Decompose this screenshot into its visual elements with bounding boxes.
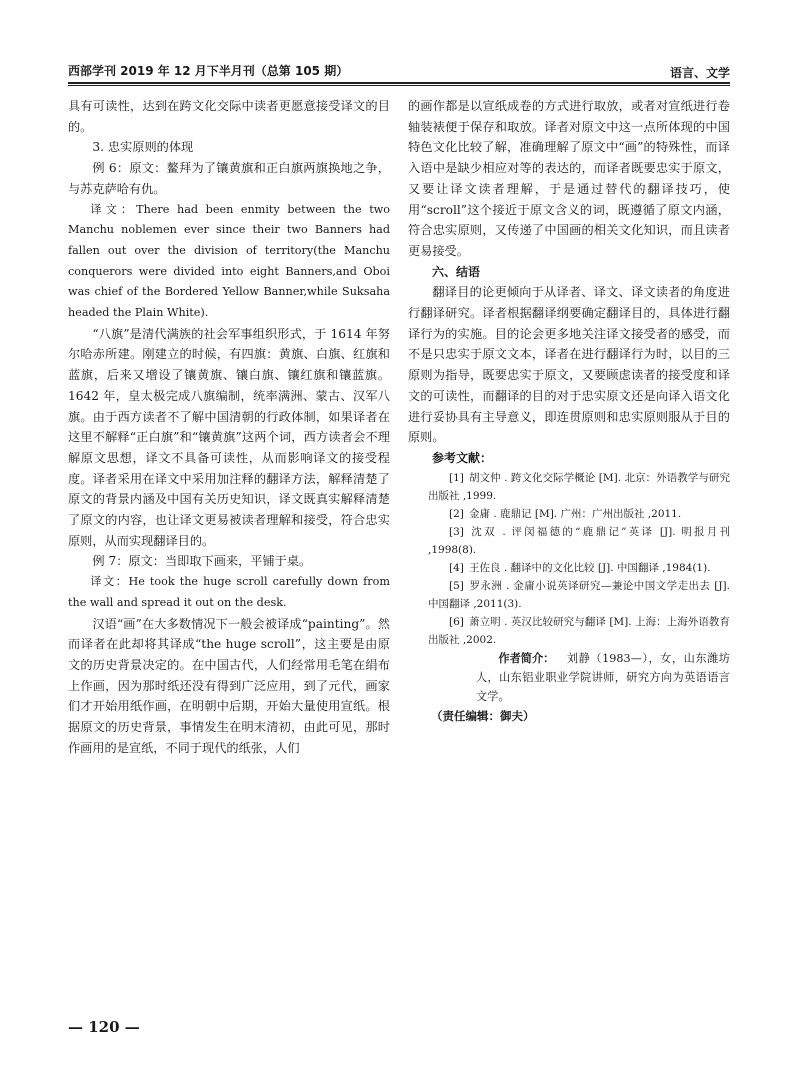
reference-item — [408, 469, 730, 505]
reference-text: 萧立明 . 英汉比较研究与翻译 [M]. 上海：上海外语教育出版社 ,2002. — [428, 615, 730, 646]
reference-number: [2] — [449, 507, 464, 520]
author-bio-label: 作者简介： — [498, 651, 555, 665]
header-rule-thin — [68, 85, 730, 86]
reference-number: [4] — [449, 561, 464, 574]
references-title: 参考文献： — [432, 450, 493, 465]
reference-text: 胡文仲 . 跨文化交际学概论 [M]. 北京：外语教学与研究出版社 ,1999. — [428, 471, 730, 502]
section-heading: 六、结语 — [432, 264, 481, 279]
reference-number: [3] — [449, 525, 464, 538]
reference-text: 王佐良 . 翻译中的文化比较 [J]. 中国翻译 ,1984(1). — [469, 561, 711, 574]
editor-credit: （责任编辑：御夫） — [431, 708, 535, 723]
references-list — [408, 469, 730, 649]
paragraph: 的画作都是以宣纸成卷的方式进行取放，或者对宣纸进行卷轴装裱便于保存和取放。译者对原文中这一点所体现的中国特色文化比较了解，准确理解了原文中“画”的特殊性，而译入语中是缺少相应对等的表达的，而译者既要忠实于原文，又要让译文读者理解，于是通过替代的翻译技巧，使用“scroll”这个接近于原文含义的词，既遵循了原文内涵，符合忠实原则，又传递了中国画的相关文化知识，而且读者更易接受。 — [408, 99, 730, 258]
reference-item — [408, 577, 730, 613]
reference-number: [6] — [449, 615, 464, 628]
paragraph: 具有可读性，达到在跨文化交际中读者更愿意接受译文的目的。 — [68, 99, 390, 134]
author-bio — [408, 649, 730, 706]
journal-masthead: 西部学刊 2019 年 12 月下半月刊（总第 105 期） — [68, 64, 349, 78]
reference-item — [408, 613, 730, 649]
right-column — [408, 96, 730, 726]
reference-number: [5] — [449, 579, 464, 592]
example-source: 例 6：原文：鳌拜为了镶黄旗和正白旗两旗换地之争，与苏克萨哈有仇。 — [68, 161, 390, 196]
page-header — [68, 60, 730, 82]
example-translation: 译文：He took the huge scroll carefully down from the wall and spread it out on the desk. — [68, 575, 390, 609]
example-translation: 译文：There had been enmity between the two Manchu noblemen ever since their two Banners had fallen out over the division of territory(the Manchu conquerors were divided into eight Banners,and Oboi was chief of the Bordered Yellow Banner,while Suksaha headed the Plain White). — [68, 202, 390, 320]
page-number: — 120 — — [68, 1018, 140, 1036]
author-bio-text: 刘静（1983—），女，山东潍坊人，山东铝业职业学院讲师，研究方向为英语语言文学。 — [476, 651, 730, 703]
reference-text: 金庸 . 鹿鼎记 [M]. 广州：广州出版社 ,2011. — [469, 507, 682, 520]
paragraph: 翻译目的论更倾向于从译者、译文、译文读者的角度进行翻译研究。译者根据翻译纲要确定翻译目的，具体进行翻译行为的实施。目的论会更多地关注译文接受者的感受，而不是只忠实于原文文本，译者在进行翻译行为时，以目的三原则为指导，既要忠实于原文，又要顾虑读者的接受度和译文的可读性，而翻译的目的对于忠实原文还是向译入语文化进行妥协具有主导意义，即连贯原则和忠实原则服从于目的原则。 — [408, 285, 730, 445]
reference-text: 沈双 . 评闵福德的“鹿鼎记”英译 [J]. 明报月刊 ,1998(8). — [428, 525, 730, 556]
reference-text: 罗永洲 . 金庸小说英译研究—兼论中国文学走出去 [J]. 中国翻译 ,2011(3). — [428, 579, 730, 610]
left-column — [68, 96, 390, 759]
example-source: 例 7：原文：当即取下画来，平铺于桌。 — [92, 554, 312, 569]
paragraph: “八旗”是清代满族的社会军事组织形式，于 1614 年努尔哈赤所建。刚建立的时候，有四旗：黄旗、白旗、红旗和蓝旗，后来又增设了镶黄旗、镶白旗、镶红旗和镶蓝旗。1642 年，皇太极完成八旗编制，统率满洲、蒙古、汉军八旗。由于西方读者不了解中国清朝的行政体制，如果译者在这里不解释“正白旗”和“镶黄旗”这两个词，西方读者会不理解原文思想，译文不具备可读性，从而影响译文的接受程度。译者采用在译文中采用加注释的翻译方法，解释清楚了原文的背景内涵及中国有关历史知识，译文既真实解释清楚了原文的内容，也让译文更易被读者理解和接受，符合忠实原则，从而实现翻译目的。 — [68, 326, 390, 548]
header-rule — [68, 82, 730, 84]
reference-item — [408, 505, 730, 523]
section-label: 语言、文学 — [669, 66, 730, 80]
reference-item — [408, 559, 730, 577]
reference-item — [408, 523, 730, 559]
paragraph: 汉语“画”在大多数情况下一般会被译成“painting”。然而译者在此却将其译成“the huge scroll”，这主要是由原文的历史背景决定的。在中国古代，人们经常用毛笔在绢布上作画，因为那时纸还没有得到广泛应用，到了元代，画家们才开始用纸作画，在明朝中后期，开始大量使用宣纸。根据原文的历史背景，事情发生在明末清初，由此可见，那时作画用的是宣纸，不同于现代的纸张，人们 — [68, 616, 390, 755]
reference-number: [1] — [449, 471, 464, 484]
subsection-heading: 3. 忠实原则的体现 — [92, 140, 194, 155]
